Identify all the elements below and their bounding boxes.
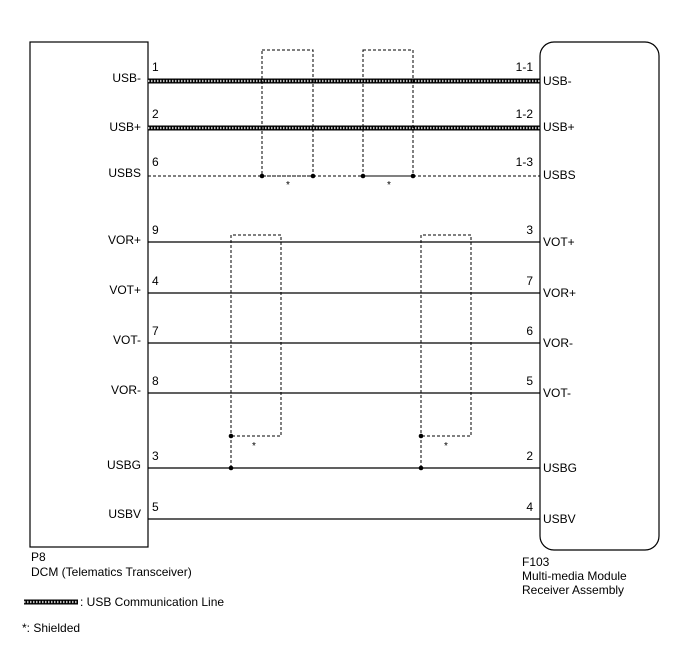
- left-pin-number: 2: [152, 107, 159, 121]
- right-signal-label: USB+: [543, 120, 575, 134]
- shield-marker: *: [387, 180, 391, 191]
- shield-marker: *: [286, 180, 290, 191]
- shield-junction: [229, 434, 234, 439]
- left-component-name: DCM (Telematics Transceiver): [31, 565, 192, 579]
- left-signal-label: VOR+: [107, 233, 141, 247]
- video-shield-2: [421, 235, 471, 468]
- shield-junction: [229, 466, 234, 471]
- right-signal-label: USB-: [543, 74, 572, 88]
- usb-shield-1: [262, 50, 313, 176]
- video-shield-1: [231, 235, 281, 468]
- left-signal-label: VOT-: [112, 333, 141, 347]
- right-pin-number: 6: [526, 324, 533, 338]
- left-pin-number: 1: [152, 60, 159, 74]
- right-pin-number: 1-2: [515, 107, 533, 121]
- right-signal-label: VOR+: [543, 286, 577, 300]
- right-signal-label: USBG: [543, 461, 578, 475]
- left-signal-label: VOR-: [111, 383, 141, 397]
- right-signal-label: VOR-: [543, 336, 573, 350]
- left-pin-number: 3: [152, 449, 159, 463]
- right-pin-number: 7: [526, 274, 533, 288]
- usb-line-legend-label: : USB Communication Line: [80, 595, 225, 609]
- shielded-legend-label: *: Shielded: [22, 621, 81, 635]
- right-pin-number: 1-1: [515, 60, 533, 74]
- left-signal-label: USBS: [108, 166, 141, 180]
- right-signal-label: USBV: [543, 512, 576, 526]
- left-signal-label: USB-: [112, 71, 141, 85]
- left-signal-label: USB+: [109, 120, 141, 134]
- right-pin-number: 4: [526, 500, 533, 514]
- shield-marker: *: [252, 441, 256, 452]
- usb-shield-2: [363, 50, 413, 176]
- shield-junction: [361, 174, 366, 179]
- right-component-name: Multi-media Module: [522, 569, 627, 583]
- right-signal-label: VOT-: [543, 386, 572, 400]
- left-pin-number: 5: [152, 500, 159, 514]
- right-signal-label: USBS: [543, 168, 576, 182]
- right-pin-number: 1-3: [515, 155, 533, 169]
- right-pin-number: 5: [526, 374, 533, 388]
- shield-junction: [311, 174, 316, 179]
- left-pin-number: 6: [152, 155, 159, 169]
- left-signal-label: VOT+: [109, 283, 141, 297]
- right-signal-label: VOT+: [543, 235, 575, 249]
- right-pin-number: 3: [526, 223, 533, 237]
- right-component-name: Receiver Assembly: [522, 583, 625, 597]
- left-pin-number: 9: [152, 223, 159, 237]
- right-component-code: F103: [522, 555, 550, 569]
- shield-junction: [419, 466, 424, 471]
- left-signal-label: USBV: [108, 507, 141, 521]
- left-pin-number: 4: [152, 274, 159, 288]
- left-component-code: P8: [31, 550, 46, 564]
- right-pin-number: 2: [526, 449, 533, 463]
- shield-junction: [411, 174, 416, 179]
- shield-marker: *: [444, 441, 448, 452]
- shield-junction: [260, 174, 265, 179]
- left-signal-label: USBG: [106, 458, 141, 472]
- shield-junction: [419, 434, 424, 439]
- left-pin-number: 7: [152, 324, 159, 338]
- left-pin-number: 8: [152, 374, 159, 388]
